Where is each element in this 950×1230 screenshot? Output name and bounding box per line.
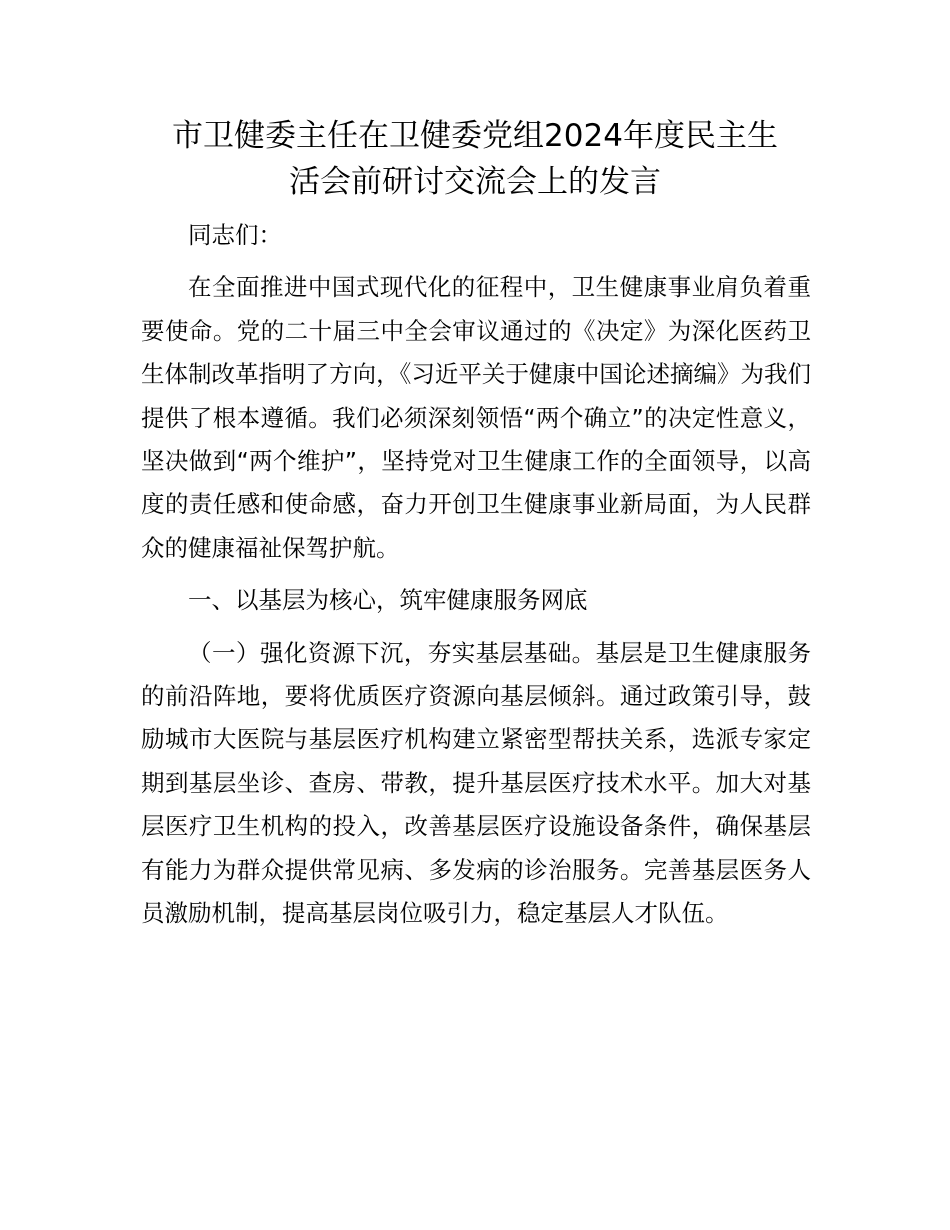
document-body: [141, 214, 811, 936]
section-heading-1: 一、以基层为核心，筑牢健康服务网底: [188, 586, 588, 615]
paragraph-intro: 在全面推进中国式现代化的征程中，卫生健康事业肩负着重要使命。党的二十届三中全会审议通过的《决定》为深化医药卫生体制改革指明了方向，《习近平关于健康中国论述摘编》为我们提供了根本遵循。我们必须深刻领悟“两个确立”的决定性意义，坚决做到“两个维护”，坚持党对卫生健康工作的全面领导，以高度的责任感和使命感，奋力开创卫生健康事业新局面，为人民群众的健康福祉保驾护航。: [141, 273, 811, 562]
title-line-1: 市卫健委主任在卫健委党组2024年度民主生: [172, 118, 778, 154]
title-line-2: 活会前研讨交流会上的发言: [289, 164, 661, 200]
salutation: 同志们：: [188, 221, 282, 249]
paragraph-subsection-1: （一）强化资源下沉，夯实基层基础。基层是卫生健康服务的前沿阵地，要将优质医疗资源向基层倾斜。通过政策引导，鼓励城市大医院与基层医疗机构建立紧密型帮扶关系，选派专家定期到基层坐诊、查房、带教，提升基层医疗技术水平。加大对基层医疗卫生机构的投入，改善基层医疗设施设备条件，确保基层有能力为群众提供常见病、多发病的诊治服务。完善基层医务人员激励机制，提高基层岗位吸引力，稳定基层人才队伍。: [141, 638, 811, 928]
document-title: [140, 113, 810, 205]
